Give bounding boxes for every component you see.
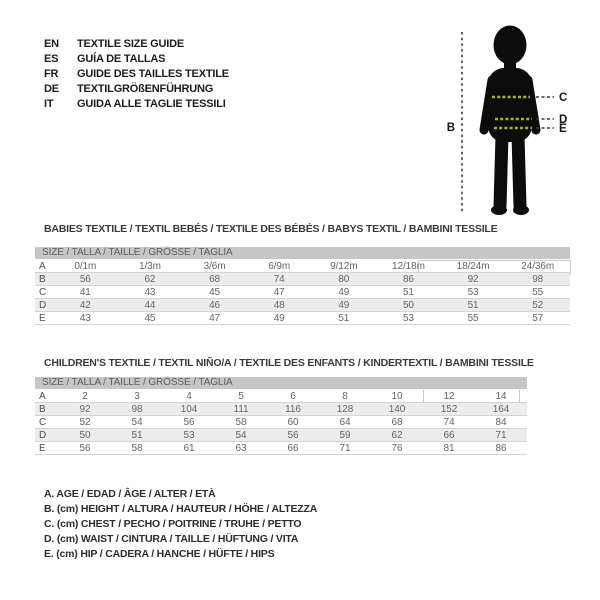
size-cell: 76	[371, 442, 423, 455]
row-label: E	[35, 442, 59, 455]
language-title: TEXTILGRÖßENFÜHRUNG	[77, 82, 214, 95]
row-label: A	[35, 390, 59, 403]
size-bar-header: SIZE / TALLA / TAILLE / GRÖSSE / TAGLIA	[35, 377, 527, 390]
size-cell: 5	[215, 390, 267, 403]
table-row	[35, 299, 570, 312]
babies-section-heading: BABIES TEXTILE / TEXTIL BEBÉS / TEXTILE DES BÉBÉS / BABYS TEXTIL / BAMBINI TESSILE	[44, 223, 498, 235]
size-cell: 4	[163, 390, 215, 403]
size-cell: 128	[319, 403, 371, 416]
child-measurement-diagram	[438, 24, 575, 224]
size-cell: 45	[118, 312, 183, 325]
size-cell: 58	[215, 416, 267, 429]
size-cell: 111	[215, 403, 267, 416]
marker-label-c: C	[559, 92, 568, 104]
table-row	[35, 273, 570, 286]
size-cell: 43	[53, 312, 118, 325]
table-row	[35, 260, 570, 273]
row-label: E	[35, 312, 53, 325]
size-cell: 56	[53, 273, 118, 286]
size-cell: 71	[319, 442, 371, 455]
language-row-de	[44, 81, 229, 96]
size-cell: 59	[319, 429, 371, 442]
size-cell: 45	[182, 286, 247, 299]
size-cell: 55	[505, 286, 570, 299]
size-bar-header: SIZE / TALLA / TAILLE / GRÖSSE / TAGLIA	[35, 247, 570, 260]
size-cell: 63	[215, 442, 267, 455]
row-label: D	[35, 299, 53, 312]
row-label: B	[35, 273, 53, 286]
size-cell: 53	[441, 286, 506, 299]
size-cell: 18/24m	[441, 260, 506, 273]
size-cell: 104	[163, 403, 215, 416]
size-cell: 61	[163, 442, 215, 455]
marker-label-b: B	[446, 122, 455, 134]
size-cell: 52	[59, 416, 111, 429]
size-cell: 68	[182, 273, 247, 286]
size-cell: 116	[267, 403, 319, 416]
size-cell: 86	[475, 442, 527, 455]
size-cell: 98	[505, 273, 570, 286]
size-cell: 56	[163, 416, 215, 429]
size-cell: 57	[505, 312, 570, 325]
language-code: EN	[44, 37, 59, 50]
legend-line-height: B. (cm) HEIGHT / ALTURA / HAUTEUR / HÖHE / ALTEZZA	[44, 503, 318, 515]
language-row-en	[44, 36, 229, 51]
table-row	[35, 403, 527, 416]
size-cell: 92	[59, 403, 111, 416]
size-cell: 71	[475, 429, 527, 442]
size-cell: 62	[118, 273, 183, 286]
size-cell: 49	[247, 312, 312, 325]
language-code: ES	[44, 52, 59, 65]
row-label: B	[35, 403, 59, 416]
size-cell: 56	[59, 442, 111, 455]
size-cell: 6/9m	[247, 260, 312, 273]
size-cell: 66	[423, 429, 475, 442]
row-label: C	[35, 416, 59, 429]
size-cell: 49	[312, 299, 377, 312]
marker-label-d: D	[559, 114, 568, 126]
table-row	[35, 416, 527, 429]
size-cell: 84	[475, 416, 527, 429]
size-cell: 164	[475, 403, 527, 416]
table-row	[35, 429, 527, 442]
row-label: D	[35, 429, 59, 442]
size-cell: 64	[319, 416, 371, 429]
size-cell: 51	[376, 286, 441, 299]
language-list	[44, 36, 229, 111]
language-code: FR	[44, 67, 59, 80]
size-cell: 12	[423, 390, 475, 403]
size-cell: 152	[423, 403, 475, 416]
size-cell: 81	[423, 442, 475, 455]
size-cell: 98	[111, 403, 163, 416]
children-section-heading: CHILDREN'S TEXTILE / TEXTIL NIÑO/A / TEXTILE DES ENFANTS / KINDERTEXTIL / BAMBINI TESSILE	[44, 357, 534, 369]
size-cell: 51	[312, 312, 377, 325]
size-cell: 60	[267, 416, 319, 429]
size-cell: 74	[247, 273, 312, 286]
row-label: C	[35, 286, 53, 299]
size-cell: 10	[371, 390, 423, 403]
table-row	[35, 390, 527, 403]
size-cell: 51	[111, 429, 163, 442]
size-cell: 9/12m	[312, 260, 377, 273]
row-label: A	[35, 260, 53, 273]
size-cell: 6	[267, 390, 319, 403]
marker-label-e: E	[559, 123, 567, 135]
size-cell: 3	[111, 390, 163, 403]
legend-line-hip: E. (cm) HIP / CADERA / HANCHE / HÜFTE / HIPS	[44, 548, 275, 560]
language-code: DE	[44, 82, 59, 95]
language-row-es	[44, 51, 229, 66]
measurement-legend	[44, 488, 317, 563]
size-cell: 12/18m	[376, 260, 441, 273]
size-cell: 0/1m	[53, 260, 118, 273]
size-cell: 2	[59, 390, 111, 403]
children-size-table	[35, 377, 527, 455]
size-cell: 8	[319, 390, 371, 403]
size-cell: 1/3m	[118, 260, 183, 273]
size-cell: 48	[247, 299, 312, 312]
legend-line-age: A. AGE / EDAD / ÂGE / ALTER / ETÀ	[44, 488, 216, 500]
size-cell: 56	[267, 429, 319, 442]
babies-size-table	[35, 247, 570, 325]
size-cell: 52	[505, 299, 570, 312]
size-cell: 140	[371, 403, 423, 416]
table-row	[35, 312, 570, 325]
size-cell: 24/36m	[505, 260, 570, 273]
size-cell: 47	[182, 312, 247, 325]
table-row	[35, 442, 527, 455]
language-row-fr	[44, 66, 229, 81]
size-cell: 50	[59, 429, 111, 442]
size-cell: 14	[475, 390, 527, 403]
size-cell: 51	[441, 299, 506, 312]
legend-line-waist: D. (cm) WAIST / CINTURA / TAILLE / HÜFTUNG / VITA	[44, 533, 299, 545]
size-cell: 46	[182, 299, 247, 312]
language-title: GUÍA DE TALLAS	[77, 52, 166, 65]
size-cell: 58	[111, 442, 163, 455]
language-title: TEXTILE SIZE GUIDE	[77, 37, 185, 50]
size-cell: 92	[441, 273, 506, 286]
child-silhouette	[484, 26, 536, 216]
size-cell: 55	[441, 312, 506, 325]
size-cell: 3/6m	[182, 260, 247, 273]
size-cell: 47	[247, 286, 312, 299]
babies-table-container	[35, 247, 570, 325]
size-cell: 42	[53, 299, 118, 312]
size-cell: 68	[371, 416, 423, 429]
size-cell: 86	[376, 273, 441, 286]
language-code: IT	[44, 97, 54, 110]
size-cell: 66	[267, 442, 319, 455]
size-cell: 44	[118, 299, 183, 312]
language-row-it	[44, 96, 229, 111]
size-cell: 50	[376, 299, 441, 312]
language-title: GUIDE DES TAILLES TEXTILE	[77, 67, 229, 80]
table-row	[35, 286, 570, 299]
children-table-container	[35, 377, 527, 455]
language-title: GUIDA ALLE TAGLIE TESSILI	[77, 97, 226, 110]
size-cell: 80	[312, 273, 377, 286]
size-cell: 62	[371, 429, 423, 442]
size-cell: 49	[312, 286, 377, 299]
size-cell: 74	[423, 416, 475, 429]
size-cell: 53	[163, 429, 215, 442]
size-cell: 54	[111, 416, 163, 429]
size-cell: 41	[53, 286, 118, 299]
legend-line-chest: C. (cm) CHEST / PECHO / POITRINE / TRUHE / PETTO	[44, 518, 302, 530]
size-cell: 53	[376, 312, 441, 325]
size-cell: 54	[215, 429, 267, 442]
size-cell: 43	[118, 286, 183, 299]
